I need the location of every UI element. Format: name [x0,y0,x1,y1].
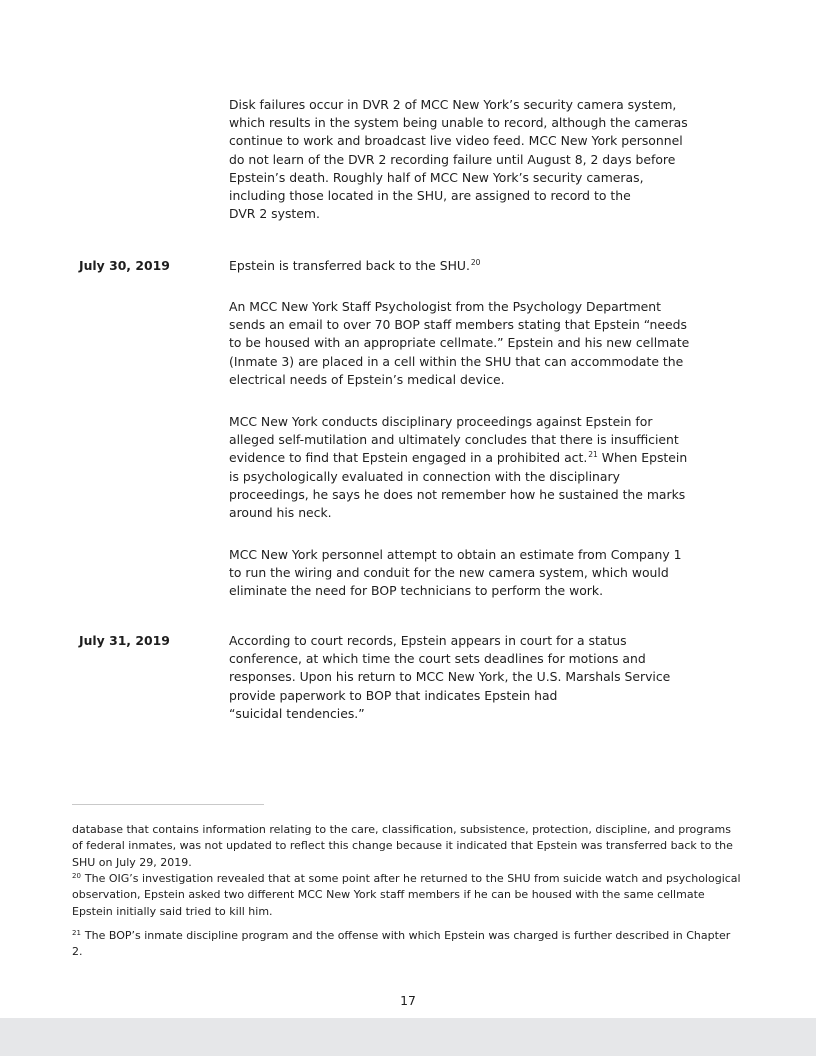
entry-disciplinary-text-b: When Epstein is psychologically evaluated in connection with the disciplinary proceedings, he says he does not remember how he sustained the marks around his neck. [229,450,688,521]
entry-disciplinary-text-a: MCC New York conducts disciplinary proceedings against Epstein for alleged self-mutilation and ultimately concludes that there is insufficient evidence to find that Epstein engaged in a prohibited act. [229,414,679,466]
entry-transfer-shu [229,257,699,275]
footnote-21-number: 21 [72,929,81,937]
footnote-ref-21[interactable]: 21 [588,450,598,460]
footnote-separator [72,804,264,805]
date-july-31-2019: July 31, 2019 [79,633,170,648]
footnote-20-text: The OIG’s investigation revealed that at some point after he returned to the SHU from suicide watch and psychological observation, Epstein asked two different MCC New York staff members if he can be housed with the same cellmate Epstein initially said tried to kill him. [72,872,741,918]
entry-transfer-text: Epstein is transferred back to the SHU. [229,258,470,273]
entry-psychologist-email: An MCC New York Staff Psychologist from the Psychology Department sends an email to over 70 BOP staff members stating that Epstein “needs to be housed with an appropriate cellmate.” Epstein and his new cellmate (Inmate 3) are placed in a cell within the SHU that can accommodate the electrical needs of Epstein’s medical device. [229,299,690,387]
footnote-20-number: 20 [72,872,81,880]
entry-dvr-failure: Disk failures occur in DVR 2 of MCC New York’s security camera system, which results in the system being unable to record, although the cameras continue to work and broadcast live video feed. MCC New York personnel do not learn of the DVR 2 recording failure until August 8, 2 days before Epstein’s death. Roughly half of MCC New York’s security cameras, including those located in the SHU, are assigned to record to the DVR 2 system. [229,97,688,222]
footnote-21 [72,928,744,961]
entry-court-appearance: According to court records, Epstein appears in court for a status conference, at which time the court sets deadlines for motions and responses. Upon his return to MCC New York, the U.S. Marshals Service provide paperwork to BOP that indicates Epstein had “suicidal tendencies.” [229,633,671,721]
footnote-20 [72,871,744,920]
entry-camera-estimate: MCC New York personnel attempt to obtain an estimate from Company 1 to run the wiring and conduit for the new camera system, which would eliminate the need for BOP technicians to perform the work. [229,547,682,599]
footnote-continued: database that contains information relating to the care, classification, subsistence, protection, discipline, and programs of federal inmates, was not updated to reflect this change because it indicated that Epstein was transferred back to the SHU on July 29, 2019. [72,823,733,869]
entry-disciplinary-proceedings [229,413,699,522]
footnote-ref-20[interactable]: 20 [470,258,481,267]
date-july-30-2019: July 30, 2019 [79,258,170,273]
page-number: 17 [400,993,416,1008]
footnote-21-text: The BOP’s inmate discipline program and the offense with which Epstein was charged is further described in Chapter 2. [72,929,731,959]
viewer-bottom-bar [0,1018,816,1056]
